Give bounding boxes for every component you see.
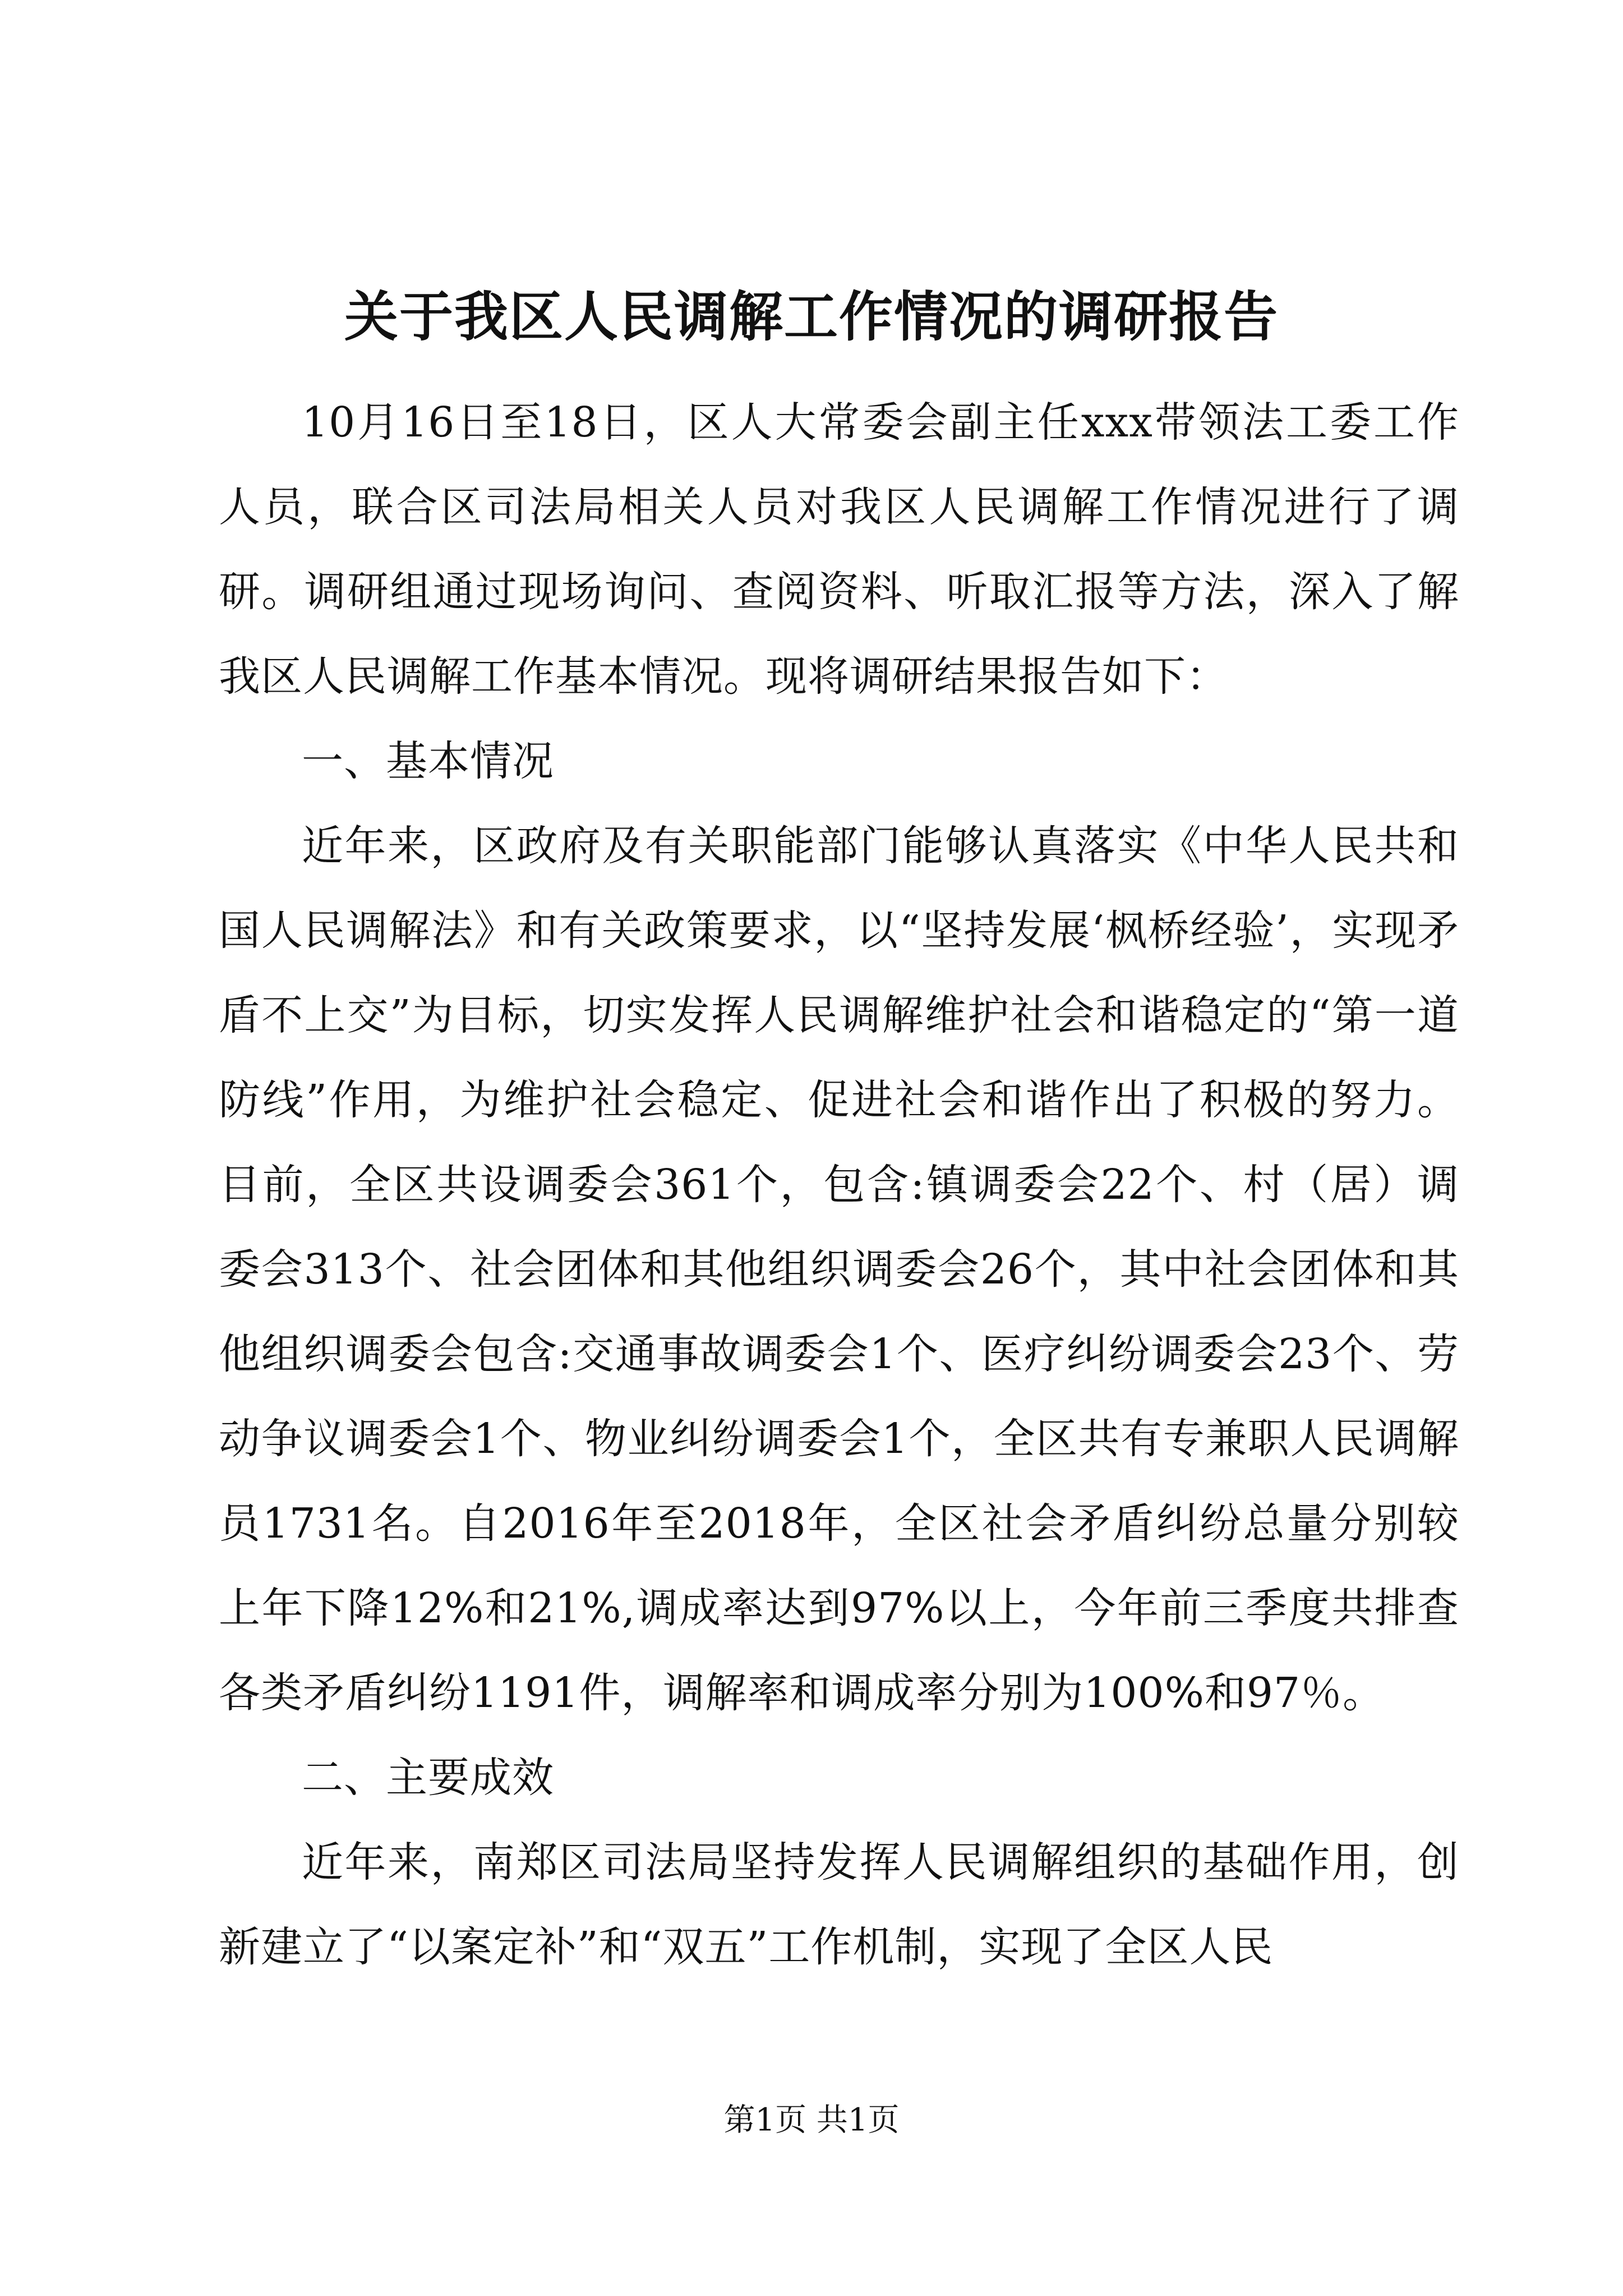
section-heading-basic-situation: 一、基本情况 [302,737,554,785]
paragraph-intro: 10月16日至18日，区人大常委会副主任xxx带领法工委工作人员，联合区司法局相关人员对我区人民调解工作情况进行了调研。调研组通过现场询问、查阅资料、听取汇报等方法，深入了解我区人民调解工作基本情况。现将调研结果报告如下： [219,398,1459,701]
page-footer: 第1页 共1页 [723,2102,900,2138]
document-body [219,380,1459,1990]
document-title: 关于我区人民调解工作情况的调研报告 [344,285,1279,348]
section-heading-main-results: 二、主要成效 [302,1754,554,1802]
paragraph-main-results: 近年来，南郑区司法局坚持发挥人民调解组织的基础作用，创新建立了“以案定补”和“双五”工作机制，实现了全区人民 [219,1838,1459,1971]
paragraph-basic-situation: 近年来，区政府及有关职能部门能够认真落实《中华人民共和国人民调解法》和有关政策要求，以“坚持发展‘枫桥经验’，实现矛盾不上交”为目标，切实发挥人民调解维护社会和谐稳定的“第一道防线”作用，为维护社会稳定、促进社会和谐作出了积极的努力。目前，全区共设调委会361个，包含:镇调委会22个、村（居）调委会313个、社会团体和其他组织调委会26个，其中社会团体和其他组织调委会包含:交通事故调委会1个、医疗纠纷调委会23个、劳动争议调委会1个、物业纠纷调委会1个，全区共有专兼职人民调解员1731名。自2016年至2018年，全区社会矛盾纠纷总量分别较上年下降12%和21%,调成率达到97%以上，今年前三季度共排查各类矛盾纠纷1191件，调解率和调成率分别为100%和97％。 [219,822,1459,1717]
